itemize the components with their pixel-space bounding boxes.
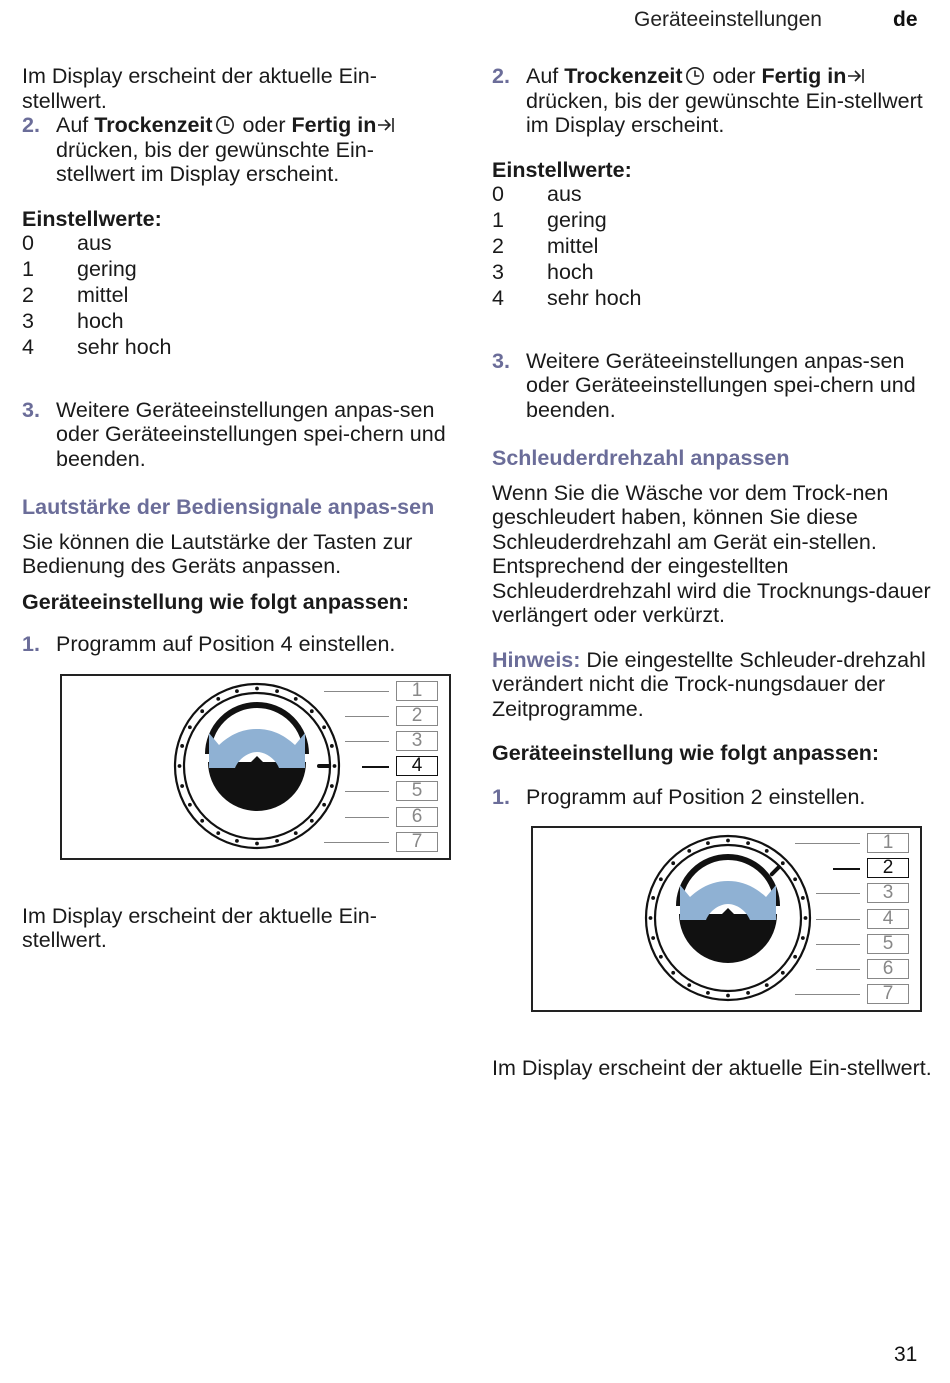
program-position-2 (533, 858, 920, 878)
position-number: 4 (867, 909, 909, 929)
position-number: 7 (396, 832, 438, 852)
step-2: 2. Auf Trockenzeit oder Fertig in drücken, bis der gewünschte Ein-stellwert im Display erscheint. (22, 113, 452, 187)
section-body: Sie können die Lautstärke der Tasten zur Bedienung des Geräts anpassen. (22, 529, 413, 578)
program-position-4 (62, 756, 449, 776)
hint-label: Hinweis: (492, 647, 581, 672)
hint-paragraph: Hinweis: Die eingestellte Schleuder-drehzahl verändert nicht die Trock-nungsdauer der Zeitprogramme. (492, 647, 926, 721)
program-position-3 (533, 883, 920, 903)
value-row: 2 mittel (492, 234, 599, 258)
step-1: 1. Programm auf Position 2 einstellen. (492, 784, 866, 809)
left-column (22, 64, 452, 953)
finish-in-icon (847, 67, 865, 85)
step-3: 3. Weitere Geräteeinstellungen anpas-sen oder Geräteeinstellungen spei-chern und beenden. (22, 397, 446, 471)
step-3: 3. Weitere Geräteeinstellungen anpas-sen oder Geräteeinstellungen spei-chern und beenden. (492, 348, 916, 422)
position-number: 3 (396, 731, 438, 751)
step-number: 1. (22, 632, 40, 656)
running-header-section: Geräteeinstellungen (634, 8, 822, 31)
step-2: 2. Auf Trockenzeit oder Fertig in drücken, bis der gewünschte Ein-stellwert im Display erscheint. (492, 64, 923, 137)
program-position-7 (533, 984, 920, 1004)
page-number: 31 (894, 1343, 918, 1366)
value-row: 1 gering (492, 208, 607, 232)
program-dial-figure (531, 826, 922, 1012)
step-number: 3. (22, 397, 40, 422)
value-row: 1 gering (22, 257, 137, 281)
fertig-in-label: Fertig in (291, 113, 377, 137)
program-dial-figure (60, 674, 451, 860)
outro-text: Im Display erscheint der aktuelle Ein-stellwert. (492, 1056, 932, 1080)
finish-in-icon (377, 116, 395, 134)
position-number: 5 (867, 934, 909, 954)
position-number: 7 (867, 984, 909, 1004)
position-number: 6 (396, 807, 438, 827)
values-label: Einstellwerte: (22, 206, 162, 231)
program-position-1 (62, 681, 449, 701)
program-position-1 (533, 833, 920, 853)
trockenzeit-label: Trockenzeit (94, 113, 213, 137)
values-list (22, 231, 452, 360)
section-body: Wenn Sie die Wäsche vor dem Trock-nen geschleudert haben, können Sie diese Schleuderdrehzahl am Gerät ein-stellen. Entsprechend der eingestellten Schleuderdrehzahl wird die Trocknungs-dauer verlängert oder verkürzt. (492, 480, 931, 627)
procedure-heading: Geräteeinstellung wie folgt anpassen: (22, 589, 410, 614)
position-number: 1 (396, 681, 438, 701)
clock-icon (685, 66, 705, 86)
position-number: 5 (396, 781, 438, 801)
position-number: 4 (396, 756, 438, 776)
step-number: 3. (492, 348, 510, 373)
clock-icon (215, 115, 235, 135)
value-row: 4 sehr hoch (22, 335, 172, 359)
position-number: 1 (867, 833, 909, 853)
program-position-4 (533, 909, 920, 929)
program-position-3 (62, 731, 449, 751)
program-position-5 (62, 781, 449, 801)
right-column (492, 64, 932, 1081)
section-heading: Schleuderdrehzahl anpassen (492, 446, 790, 470)
program-position-6 (62, 807, 449, 827)
position-number: 2 (867, 858, 909, 878)
step-1: 1. Programm auf Position 4 einstellen. (22, 632, 396, 656)
position-number: 3 (867, 883, 909, 903)
program-position-6 (533, 959, 920, 979)
outro-text: Im Display erscheint der aktuelle Ein-stellwert. (22, 903, 377, 952)
value-row: 2 mittel (22, 283, 129, 307)
step-number: 2. (492, 64, 510, 88)
values-label: Einstellwerte: (492, 157, 632, 182)
position-number: 2 (396, 706, 438, 726)
procedure-heading: Geräteeinstellung wie folgt anpassen: (492, 741, 880, 765)
value-row: 3 hoch (22, 309, 124, 333)
position-number: 6 (867, 959, 909, 979)
value-row: 4 sehr hoch (492, 286, 642, 310)
step-number: 1. (492, 784, 510, 809)
running-header-language: de (893, 8, 918, 31)
value-row: 0 aus (492, 182, 582, 206)
value-row: 0 aus (22, 231, 112, 255)
program-position-2 (62, 706, 449, 726)
trockenzeit-label: Trockenzeit (564, 64, 683, 88)
program-position-7 (62, 832, 449, 852)
fertig-in-label: Fertig in (761, 64, 847, 88)
section-heading: Lautstärke der Bediensignale anpas-sen (22, 495, 435, 519)
value-row: 3 hoch (492, 260, 594, 284)
step-number: 2. (22, 113, 40, 137)
values-list (492, 182, 932, 311)
program-position-5 (533, 934, 920, 954)
intro-text: Im Display erscheint der aktuelle Ein-stellwert. (22, 64, 377, 113)
